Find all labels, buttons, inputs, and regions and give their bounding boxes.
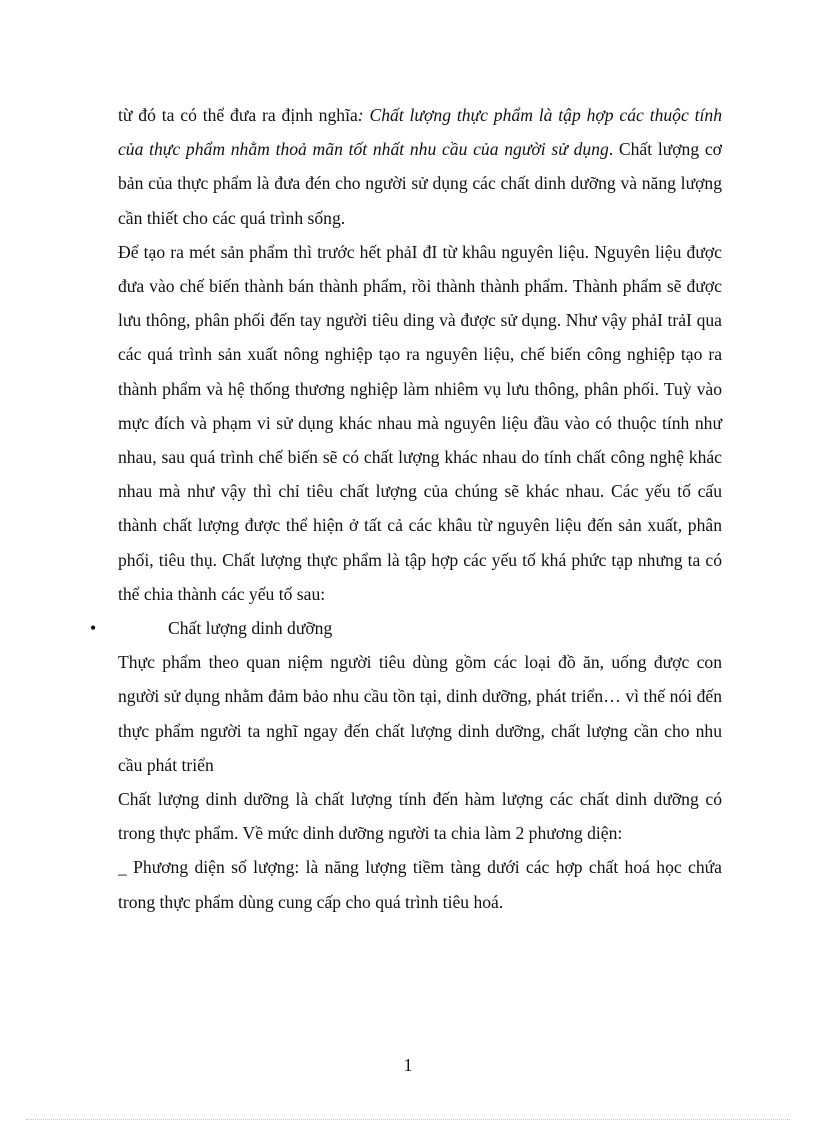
- definition-colon: :: [357, 105, 370, 125]
- page-bottom-divider: [26, 1119, 790, 1120]
- definition-continuation: . Chất lượng cơ bản của thực phẩm là đưa đén cho người sử dụng các chất dinh dưỡng và năng lượng cần thiết cho các quá trình sống.: [118, 139, 722, 228]
- bullet-heading: Chất lượng dinh dưỡng: [168, 618, 333, 639]
- paragraph-nutrition-definition: Chất lượng dinh dưỡng là chất lượng tính đến hàm lượng các chất dinh dưỡng có trong thực phẩm. Về mức dinh dưỡng người ta chia làm 2 phương diện:: [118, 789, 722, 844]
- document-body: [90, 98, 722, 919]
- definition-italic: Chất lượng thực phẩm là tập hợp các thuộc tính của thực phẩm nhằm thoả mãn tốt nhất nhu cầu của người sử dụng: [118, 105, 722, 160]
- bullet-icon: •: [90, 618, 97, 639]
- paragraph-quantity-aspect: _ Phương diện số lượng: là năng lượng tiềm tàng dưới các hợp chất hoá học chứa trong thực phẩm dùng cung cấp cho quá trình tiêu hoá.: [118, 857, 722, 912]
- paragraph-consumer-view: Thực phẩm theo quan niệm người tiêu dùng gồm các loại đồ ăn, uống được con người sử dụng nhằm đảm bảo nhu cầu tồn tại, dinh dưỡng, phát triển… vì thế nói đến thực phẩm người ta nghĩ ngay đến chất lượng dinh dưỡng, chất lượng cần cho nhu cầu phát triển: [118, 652, 722, 775]
- definition-intro: từ đó ta có thể đưa ra định nghĩa: [118, 105, 358, 125]
- paragraph-production-process: Để tạo ra mét sản phẩm thì trước hết phảI đI từ khâu nguyên liệu. Nguyên liệu được đưa vào chế biến thành bán thành phẩm, rồi thành thành phẩm. Thành phẩm sẽ được lưu thông, phân phối đến tay người tiêu ding và được sử dụng. Như vậy phảI trảI qua các quá trình sản xuất nông nghiệp tạo ra nguyên liệu, chế biến công nghiệp tạo ra thành phẩm và hệ thống thương nghiệp làm nhiêm vụ lưu thông, phân phối. Tuỳ vào mực đích và phạm vi sử dụng khác nhau mà nguyên liệu đầu vào có thuộc tính như nhau, sau quá trình chế biến sẽ có chất lượng khác nhau do tính chất công nghệ khác nhau mà như vậy thì chỉ tiêu chất lượng của chúng sẽ khác nhau. Các yếu tố cấu thành chất lượng được thể hiện ở tất cả các khâu từ nguyên liệu đến sản xuất, phân phối, tiêu thụ. Chất lượng thực phẩm là tập hợp các yếu tố khá phức tạp nhưng ta có thể chia thành các yếu tố sau:: [118, 241, 722, 604]
- bullet-item-nutrition-quality: [90, 611, 722, 645]
- page-number: 1: [403, 1055, 413, 1075]
- paragraph-definition: [118, 98, 722, 235]
